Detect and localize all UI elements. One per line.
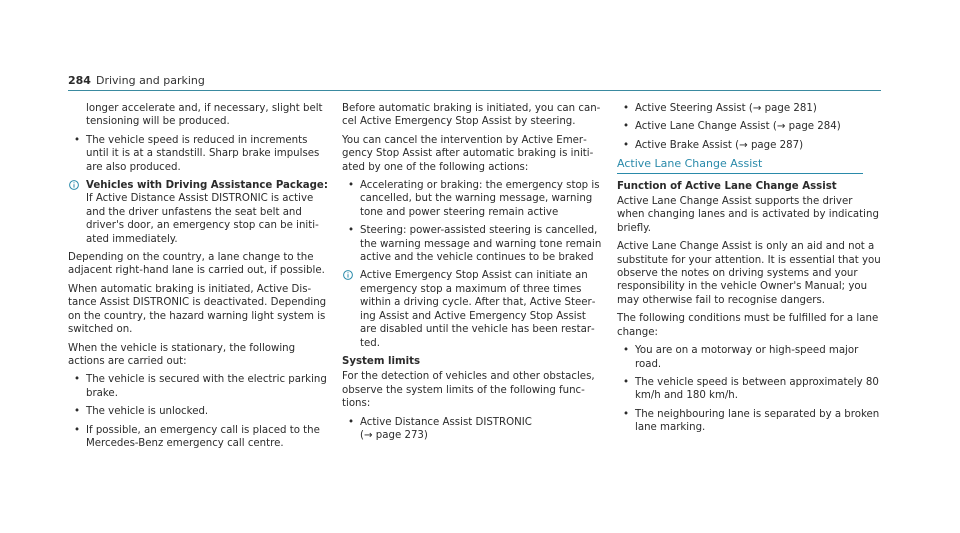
paragraph: When automatic braking is initiated, Active Distance Assist DISTRONIC is deactivated. Depending on the country, the hazard warning light system is switched on.	[68, 283, 327, 336]
arrow-right-icon: →	[739, 139, 748, 151]
header-divider	[68, 90, 881, 91]
paragraph: Before automatic braking is initiated, you can cancel Active Emergency Stop Assist by steering.	[342, 103, 601, 128]
bullet-icon: •	[348, 180, 355, 192]
arrow-right-icon: →	[363, 429, 373, 441]
bullet-icon: •	[623, 103, 630, 114]
list-item: • The vehicle is unlocked.	[74, 406, 209, 418]
list-item: • If possible, an emergency call is placed to the Mercedes-Benz emergency call centre.	[74, 424, 320, 449]
bullet-icon: •	[348, 416, 355, 428]
info-note	[342, 269, 604, 349]
list-item: • Steering: power-assisted steering is cancelled, the warning message and warning tone remain active and the vehicle continues to be braked	[348, 225, 602, 264]
list-item: • Active Steering Assist (→ page 281)	[623, 103, 817, 114]
bullet-icon: •	[74, 406, 81, 418]
list-item: • The vehicle is secured with the electric parking brake.	[74, 374, 327, 399]
bullet-icon: •	[74, 374, 81, 386]
note-text: Active Emergency Stop Assist can initiate an emergency stop a maximum of three times within a driving cycle. After that, Active Steering Assist and Active Emergency Stop Assist are disabled until the vehicle has been restarted.	[360, 270, 596, 349]
list-item: • The neighbouring lane is separated by a broken lane marking.	[623, 408, 880, 434]
info-note	[68, 179, 330, 246]
column-2	[342, 102, 604, 447]
list-item: • Active Lane Change Assist (→ page 284)	[623, 121, 841, 133]
list-item: • The vehicle speed is reduced in increments until it is at a standstill. Sharp brake impulses are also produced.	[74, 134, 320, 173]
column-3	[617, 102, 881, 440]
page-header	[68, 74, 881, 91]
arrow-right-icon: →	[752, 103, 762, 114]
chapter-title: Driving and parking	[96, 74, 205, 87]
bullet-icon: •	[74, 134, 81, 146]
bullet-list	[68, 134, 330, 174]
paragraph: Depending on the country, a lane change to the adjacent right-hand lane is carried out, if possible.	[68, 252, 325, 277]
page-reference-link[interactable]: page 281	[764, 103, 813, 114]
info-icon	[69, 180, 79, 190]
page-reference-link[interactable]: page 284	[788, 121, 837, 133]
list-item: • Accelerating or braking: the emergency stop is cancelled, but the warning message, warning tone and power steering remain active	[348, 180, 600, 218]
list-item: • Active Distance Assist DISTRONIC (→ page 273)	[348, 416, 532, 441]
arrow-right-icon: →	[776, 121, 786, 133]
paragraph: The following conditions must be fulfilled for a lane change:	[617, 313, 879, 338]
column-1	[68, 102, 330, 455]
paragraph: You can cancel the intervention by Active Emergency Stop Assist after automatic braking is initiated by one of the following actions:	[342, 134, 594, 173]
paragraph: When the vehicle is stationary, the following actions are carried out:	[68, 342, 296, 367]
bullet-list	[342, 179, 604, 264]
bullet-list	[68, 373, 330, 450]
bullet-icon: •	[623, 408, 630, 420]
info-icon	[343, 270, 353, 280]
bullet-icon: •	[623, 121, 630, 133]
bullet-list	[617, 102, 881, 152]
list-item: • The vehicle speed is between approximately 80 km/h and 180 km/h.	[623, 376, 879, 402]
paragraph: Active Lane Change Assist is only an aid and not a substitute for your attention. It is essential that you observe the notes on driving systems and your responsibility in the vehicle Owner's Manual; you may otherwise fail to recognise dangers.	[617, 241, 881, 306]
bullet-list	[342, 416, 604, 443]
page-reference-link[interactable]: page 273	[375, 429, 424, 441]
bullet-icon: •	[74, 424, 81, 436]
bullet-list	[617, 344, 881, 434]
page-reference-link[interactable]: page 287	[750, 139, 800, 151]
bullet-icon: •	[623, 139, 630, 151]
page-number: 284	[68, 74, 91, 87]
note-heading: Vehicles with Driving Assistance Package:	[86, 180, 328, 192]
subheading: Function of Active Lane Change Assist	[617, 180, 837, 192]
list-item: • Active Brake Assist (→ page 287)	[623, 139, 804, 151]
continued-paragraph: longer accelerate and, if necessary, slight belt tensioning will be produced.	[86, 103, 323, 128]
list-item: • You are on a motorway or high-speed major road.	[623, 345, 859, 370]
paragraph: Active Lane Change Assist supports the driver when changing lanes and is activated by indicating briefly.	[617, 196, 879, 234]
subheading: System limits	[342, 355, 421, 367]
paragraph: For the detection of vehicles and other obstacles, observe the system limits of the following functions:	[342, 371, 595, 410]
note-text: If Active Distance Assist DISTRONIC is active and the driver unfastens the seat belt and driver's door, an emergency stop can be initiated immediately.	[86, 193, 319, 245]
bullet-icon: •	[348, 225, 355, 237]
bullet-icon: •	[623, 376, 630, 388]
section-heading: Active Lane Change Assist	[617, 157, 863, 173]
bullet-icon: •	[623, 345, 630, 357]
